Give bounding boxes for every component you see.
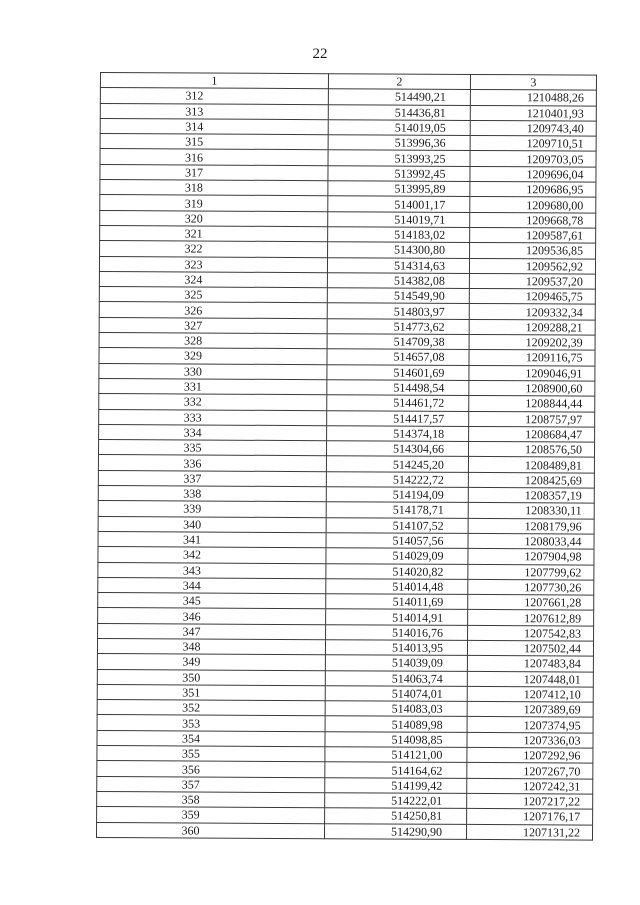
y-coordinate-cell: 1209332,34 bbox=[469, 304, 595, 320]
point-number-cell: 322 bbox=[100, 241, 328, 257]
y-coordinate-cell: 1209743,40 bbox=[470, 120, 596, 136]
point-number-cell: 327 bbox=[99, 317, 327, 333]
x-coordinate-cell: 514199,42 bbox=[325, 777, 467, 793]
y-coordinate-cell: 1209696,04 bbox=[470, 166, 596, 182]
x-coordinate-cell: 514016,76 bbox=[326, 624, 468, 640]
y-coordinate-cell: 1208357,19 bbox=[468, 487, 594, 503]
point-number-cell: 328 bbox=[99, 333, 327, 349]
x-coordinate-cell: 514019,71 bbox=[328, 211, 470, 227]
point-number-cell: 320 bbox=[100, 210, 328, 226]
x-coordinate-cell: 514304,66 bbox=[326, 441, 468, 457]
point-number-cell: 321 bbox=[100, 225, 328, 241]
x-coordinate-cell: 514014,91 bbox=[326, 609, 468, 625]
y-coordinate-cell: 1208330,11 bbox=[468, 503, 594, 519]
coordinates-table bbox=[96, 72, 597, 840]
x-coordinate-cell: 514803,97 bbox=[327, 303, 469, 319]
point-number-cell: 348 bbox=[97, 638, 325, 654]
x-coordinate-cell: 514014,48 bbox=[326, 578, 468, 594]
y-coordinate-cell: 1209703,05 bbox=[470, 151, 596, 167]
x-coordinate-cell: 514382,08 bbox=[327, 273, 469, 289]
y-coordinate-cell: 1209587,61 bbox=[470, 227, 596, 243]
y-coordinate-cell: 1207799,62 bbox=[468, 564, 594, 580]
point-number-cell: 336 bbox=[98, 455, 326, 471]
x-coordinate-cell: 513995,89 bbox=[328, 181, 470, 197]
point-number-cell: 360 bbox=[96, 822, 324, 838]
x-coordinate-cell: 514657,08 bbox=[327, 349, 469, 365]
x-coordinate-cell: 513992,45 bbox=[328, 165, 470, 181]
point-number-cell: 319 bbox=[100, 195, 328, 211]
x-coordinate-cell: 514549,90 bbox=[327, 288, 469, 304]
point-number-cell: 332 bbox=[99, 394, 327, 410]
point-number-cell: 353 bbox=[97, 715, 325, 731]
y-coordinate-cell: 1207131,22 bbox=[466, 824, 592, 840]
point-number-cell: 316 bbox=[100, 149, 328, 165]
x-coordinate-cell: 514374,18 bbox=[327, 426, 469, 442]
x-coordinate-cell: 514019,05 bbox=[328, 120, 470, 136]
y-coordinate-cell: 1209680,00 bbox=[470, 197, 596, 213]
x-coordinate-cell: 514089,98 bbox=[325, 716, 467, 732]
y-coordinate-cell: 1207217,22 bbox=[467, 793, 593, 809]
point-number-cell: 347 bbox=[98, 623, 326, 639]
x-coordinate-cell: 514290,90 bbox=[324, 823, 466, 839]
x-coordinate-cell: 514773,62 bbox=[327, 318, 469, 334]
y-coordinate-cell: 1208425,69 bbox=[468, 472, 594, 488]
x-coordinate-cell: 514083,03 bbox=[325, 701, 467, 717]
point-number-cell: 352 bbox=[97, 700, 325, 716]
y-coordinate-cell: 1207612,89 bbox=[468, 610, 594, 626]
y-coordinate-cell: 1208900,60 bbox=[469, 380, 595, 396]
point-number-cell: 346 bbox=[98, 608, 326, 624]
point-number-cell: 344 bbox=[98, 577, 326, 593]
y-coordinate-cell: 1208684,47 bbox=[469, 426, 595, 442]
x-coordinate-cell: 513996,36 bbox=[328, 135, 470, 151]
point-number-cell: 334 bbox=[99, 424, 327, 440]
x-coordinate-cell: 514194,09 bbox=[326, 487, 468, 503]
point-number-cell: 351 bbox=[97, 684, 325, 700]
point-number-cell: 329 bbox=[99, 348, 327, 364]
point-number-cell: 317 bbox=[100, 164, 328, 180]
x-coordinate-cell: 514222,01 bbox=[325, 793, 467, 809]
point-number-cell: 324 bbox=[99, 271, 327, 287]
point-number-cell: 313 bbox=[100, 103, 328, 119]
point-number-cell: 331 bbox=[99, 378, 327, 394]
point-number-cell: 333 bbox=[99, 409, 327, 425]
x-coordinate-cell: 514013,95 bbox=[325, 640, 467, 656]
y-coordinate-cell: 1209537,20 bbox=[469, 273, 595, 289]
table-row bbox=[96, 822, 592, 840]
point-number-cell: 339 bbox=[98, 501, 326, 517]
point-number-cell: 343 bbox=[98, 562, 326, 578]
point-number-cell: 354 bbox=[97, 730, 325, 746]
y-coordinate-cell: 1209686,95 bbox=[470, 182, 596, 198]
y-coordinate-cell: 1207412,10 bbox=[467, 686, 593, 702]
x-coordinate-cell: 514490,21 bbox=[328, 89, 470, 105]
y-coordinate-cell: 1210488,26 bbox=[470, 90, 596, 106]
y-coordinate-cell: 1209116,75 bbox=[469, 350, 595, 366]
y-coordinate-cell: 1209562,92 bbox=[469, 258, 595, 274]
column-header-y: 3 bbox=[470, 74, 596, 90]
y-coordinate-cell: 1207292,96 bbox=[467, 747, 593, 763]
y-coordinate-cell: 1209046,91 bbox=[469, 365, 595, 381]
x-coordinate-cell: 514222,72 bbox=[326, 471, 468, 487]
page-number: 22 bbox=[312, 46, 328, 62]
x-coordinate-cell: 514601,69 bbox=[327, 364, 469, 380]
x-coordinate-cell: 514183,02 bbox=[328, 227, 470, 243]
point-number-cell: 330 bbox=[99, 363, 327, 379]
point-number-cell: 323 bbox=[99, 256, 327, 272]
y-coordinate-cell: 1209668,78 bbox=[470, 212, 596, 228]
y-coordinate-cell: 1209202,39 bbox=[469, 334, 595, 350]
y-coordinate-cell: 1207389,69 bbox=[467, 702, 593, 718]
x-coordinate-cell: 514314,63 bbox=[327, 257, 469, 273]
point-number-cell: 357 bbox=[97, 776, 325, 792]
point-number-cell: 359 bbox=[97, 807, 325, 823]
x-coordinate-cell: 513993,25 bbox=[328, 150, 470, 166]
x-coordinate-cell: 514245,20 bbox=[326, 456, 468, 472]
coordinates-sheet bbox=[96, 72, 596, 840]
y-coordinate-cell: 1208033,44 bbox=[468, 533, 594, 549]
x-coordinate-cell: 514020,82 bbox=[326, 563, 468, 579]
y-coordinate-cell: 1208576,50 bbox=[468, 442, 594, 458]
y-coordinate-cell: 1209710,51 bbox=[470, 136, 596, 152]
y-coordinate-cell: 1209536,85 bbox=[470, 243, 596, 259]
point-number-cell: 315 bbox=[100, 134, 328, 150]
point-number-cell: 337 bbox=[98, 470, 326, 486]
x-coordinate-cell: 514001,17 bbox=[328, 196, 470, 212]
point-number-cell: 358 bbox=[97, 791, 325, 807]
point-number-cell: 341 bbox=[98, 531, 326, 547]
x-coordinate-cell: 514074,01 bbox=[325, 686, 467, 702]
y-coordinate-cell: 1207904,98 bbox=[468, 549, 594, 565]
y-coordinate-cell: 1207336,03 bbox=[467, 732, 593, 748]
y-coordinate-cell: 1208844,44 bbox=[469, 396, 595, 412]
column-header-point: 1 bbox=[100, 73, 328, 89]
x-coordinate-cell: 514057,56 bbox=[326, 533, 468, 549]
x-coordinate-cell: 514029,09 bbox=[326, 548, 468, 564]
x-coordinate-cell: 514461,72 bbox=[327, 395, 469, 411]
column-header-x: 2 bbox=[328, 74, 470, 90]
point-number-cell: 350 bbox=[97, 669, 325, 685]
x-coordinate-cell: 514300,80 bbox=[328, 242, 470, 258]
point-number-cell: 312 bbox=[100, 88, 328, 104]
y-coordinate-cell: 1207242,31 bbox=[467, 778, 593, 794]
x-coordinate-cell: 514121,00 bbox=[325, 747, 467, 763]
y-coordinate-cell: 1207374,95 bbox=[467, 717, 593, 733]
x-coordinate-cell: 514164,62 bbox=[325, 762, 467, 778]
x-coordinate-cell: 514063,74 bbox=[325, 670, 467, 686]
point-number-cell: 342 bbox=[98, 547, 326, 563]
point-number-cell: 325 bbox=[99, 287, 327, 303]
point-number-cell: 355 bbox=[97, 746, 325, 762]
y-coordinate-cell: 1207483,84 bbox=[467, 656, 593, 672]
x-coordinate-cell: 514250,81 bbox=[325, 808, 467, 824]
point-number-cell: 345 bbox=[98, 593, 326, 609]
point-number-cell: 314 bbox=[100, 118, 328, 134]
point-number-cell: 335 bbox=[98, 440, 326, 456]
x-coordinate-cell: 514498,54 bbox=[327, 380, 469, 396]
x-coordinate-cell: 514098,85 bbox=[325, 731, 467, 747]
y-coordinate-cell: 1207502,44 bbox=[467, 640, 593, 656]
point-number-cell: 340 bbox=[98, 516, 326, 532]
y-coordinate-cell: 1207542,83 bbox=[468, 625, 594, 641]
x-coordinate-cell: 514107,52 bbox=[326, 517, 468, 533]
x-coordinate-cell: 514178,71 bbox=[326, 502, 468, 518]
x-coordinate-cell: 514011,69 bbox=[326, 594, 468, 610]
y-coordinate-cell: 1210401,93 bbox=[470, 105, 596, 121]
y-coordinate-cell: 1207730,26 bbox=[468, 579, 594, 595]
x-coordinate-cell: 514436,81 bbox=[328, 104, 470, 120]
y-coordinate-cell: 1209288,21 bbox=[469, 319, 595, 335]
point-number-cell: 349 bbox=[97, 654, 325, 670]
y-coordinate-cell: 1207176,17 bbox=[467, 809, 593, 825]
table-body bbox=[96, 88, 596, 840]
y-coordinate-cell: 1208757,97 bbox=[469, 411, 595, 427]
point-number-cell: 356 bbox=[97, 761, 325, 777]
x-coordinate-cell: 514039,09 bbox=[325, 655, 467, 671]
point-number-cell: 338 bbox=[98, 486, 326, 502]
y-coordinate-cell: 1207267,70 bbox=[467, 763, 593, 779]
point-number-cell: 326 bbox=[99, 302, 327, 318]
point-number-cell: 318 bbox=[100, 180, 328, 196]
x-coordinate-cell: 514417,57 bbox=[327, 410, 469, 426]
y-coordinate-cell: 1208179,96 bbox=[468, 518, 594, 534]
y-coordinate-cell: 1209465,75 bbox=[469, 289, 595, 305]
y-coordinate-cell: 1208489,81 bbox=[468, 457, 594, 473]
x-coordinate-cell: 514709,38 bbox=[327, 334, 469, 350]
y-coordinate-cell: 1207661,28 bbox=[468, 595, 594, 611]
y-coordinate-cell: 1207448,01 bbox=[467, 671, 593, 687]
